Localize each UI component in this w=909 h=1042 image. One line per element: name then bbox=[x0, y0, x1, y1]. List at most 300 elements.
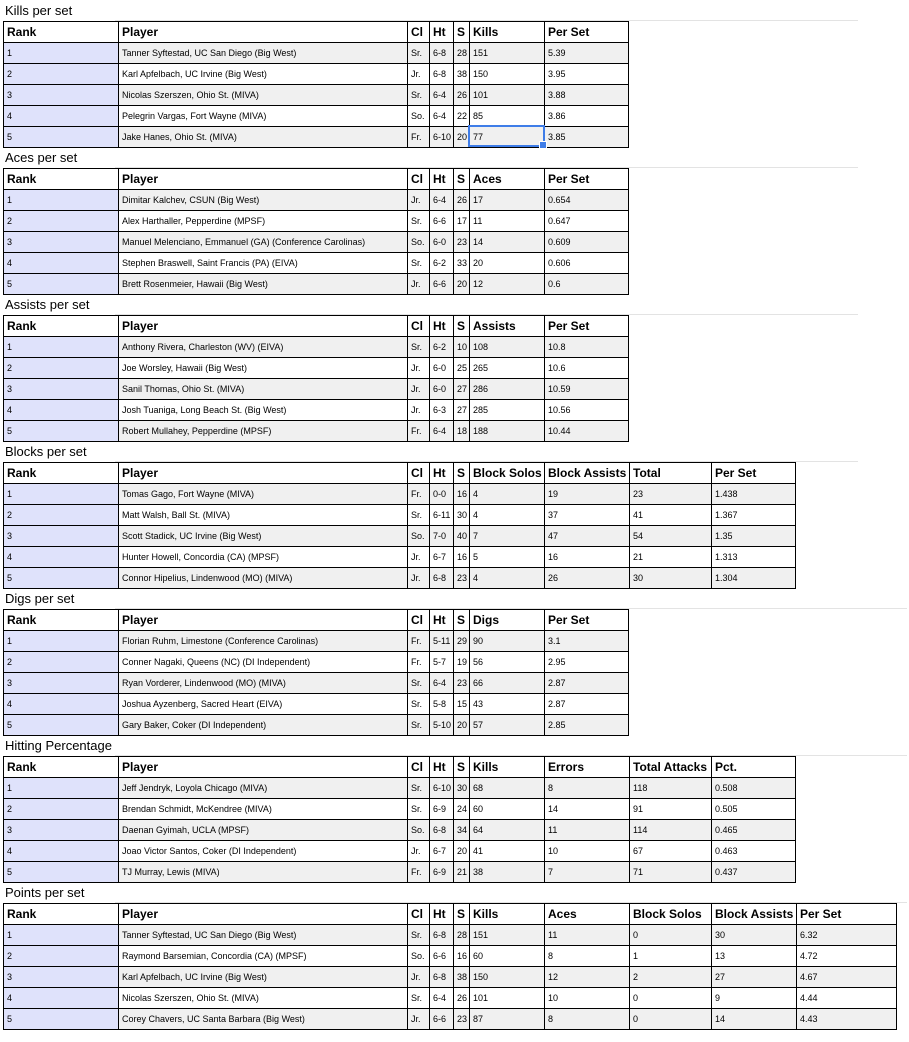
stat-cell[interactable]: 19 bbox=[545, 484, 630, 505]
stat-cell[interactable]: 7-0 bbox=[430, 526, 454, 547]
stat-cell[interactable]: Sr. bbox=[408, 694, 430, 715]
stat-cell[interactable]: 0.463 bbox=[712, 841, 796, 862]
stat-cell[interactable]: 19 bbox=[454, 652, 470, 673]
rank-cell[interactable]: 4 bbox=[4, 253, 119, 274]
stat-cell[interactable]: 2.95 bbox=[545, 652, 629, 673]
player-cell[interactable]: Karl Apfelbach, UC Irvine (Big West) bbox=[119, 64, 408, 85]
rank-cell[interactable]: 4 bbox=[4, 106, 119, 127]
player-cell[interactable]: Sanil Thomas, Ohio St. (MIVA) bbox=[119, 379, 408, 400]
stat-cell[interactable]: 28 bbox=[454, 925, 470, 946]
stat-cell[interactable]: 3.1 bbox=[545, 631, 629, 652]
column-header-block-solos[interactable]: Block Solos bbox=[470, 463, 545, 484]
stat-cell[interactable]: 6-4 bbox=[430, 106, 454, 127]
stat-cell[interactable]: Jr. bbox=[408, 1009, 430, 1030]
rank-cell[interactable]: 2 bbox=[4, 358, 119, 379]
stat-cell[interactable]: 6-4 bbox=[430, 421, 454, 442]
stat-cell[interactable]: Jr. bbox=[408, 841, 430, 862]
column-header-player[interactable]: Player bbox=[119, 22, 408, 43]
stat-cell[interactable]: 3.86 bbox=[545, 106, 629, 127]
stat-cell[interactable]: 5-7 bbox=[430, 652, 454, 673]
player-cell[interactable]: Joao Victor Santos, Coker (DI Independent) bbox=[119, 841, 408, 862]
hitting-percentage-title[interactable]: Hitting Percentage bbox=[5, 738, 112, 753]
stat-cell[interactable]: 3.85 bbox=[545, 127, 629, 148]
player-cell[interactable]: Connor Hipelius, Lindenwood (MO) (MIVA) bbox=[119, 568, 408, 589]
column-header-cl[interactable]: Cl bbox=[408, 610, 430, 631]
stat-cell[interactable]: 16 bbox=[545, 547, 630, 568]
stat-cell[interactable]: 9 bbox=[712, 988, 797, 1009]
stat-cell[interactable]: 6-6 bbox=[430, 274, 454, 295]
stat-cell[interactable]: 1.367 bbox=[712, 505, 796, 526]
player-cell[interactable]: Dimitar Kalchev, CSUN (Big West) bbox=[119, 190, 408, 211]
stat-cell[interactable]: 7 bbox=[545, 862, 630, 883]
column-header-s[interactable]: S bbox=[454, 169, 470, 190]
stat-cell[interactable]: Fr. bbox=[408, 652, 430, 673]
stat-cell[interactable]: 22 bbox=[454, 106, 470, 127]
stat-cell[interactable]: Jr. bbox=[408, 967, 430, 988]
stat-cell[interactable]: 2.87 bbox=[545, 694, 629, 715]
player-cell[interactable]: Nicolas Szerszen, Ohio St. (MIVA) bbox=[119, 85, 408, 106]
stat-cell[interactable]: 8 bbox=[545, 946, 630, 967]
stat-cell[interactable]: 40 bbox=[454, 526, 470, 547]
stat-cell[interactable]: 21 bbox=[630, 547, 712, 568]
player-cell[interactable]: Brendan Schmidt, McKendree (MIVA) bbox=[119, 799, 408, 820]
blocks-per-set-title[interactable]: Blocks per set bbox=[5, 444, 87, 459]
column-header-s[interactable]: S bbox=[454, 757, 470, 778]
stat-cell[interactable]: 5-10 bbox=[430, 715, 454, 736]
column-header-kills[interactable]: Kills bbox=[470, 22, 545, 43]
stat-cell[interactable]: Sr. bbox=[408, 925, 430, 946]
stat-cell[interactable]: 90 bbox=[470, 631, 545, 652]
stat-cell[interactable]: 286 bbox=[470, 379, 545, 400]
stat-cell[interactable]: 10.44 bbox=[545, 421, 629, 442]
column-header-per-set[interactable]: Per Set bbox=[797, 904, 897, 925]
stat-cell[interactable]: 71 bbox=[630, 862, 712, 883]
stat-cell[interactable]: Jr. bbox=[408, 379, 430, 400]
rank-cell[interactable]: 5 bbox=[4, 568, 119, 589]
stat-cell[interactable]: 7 bbox=[470, 526, 545, 547]
stat-cell[interactable]: 26 bbox=[545, 568, 630, 589]
stat-cell[interactable]: 0.609 bbox=[545, 232, 629, 253]
column-header-s[interactable]: S bbox=[454, 610, 470, 631]
rank-cell[interactable]: 3 bbox=[4, 673, 119, 694]
player-cell[interactable]: Scott Stadick, UC Irvine (Big West) bbox=[119, 526, 408, 547]
column-header-total[interactable]: Total bbox=[630, 463, 712, 484]
stat-cell[interactable]: 14 bbox=[545, 799, 630, 820]
stat-cell[interactable]: 54 bbox=[630, 526, 712, 547]
stat-cell[interactable]: 1 bbox=[630, 946, 712, 967]
stat-cell[interactable]: 20 bbox=[454, 841, 470, 862]
player-cell[interactable]: Manuel Melenciano, Emmanuel (GA) (Conference Carolinas) bbox=[119, 232, 408, 253]
stat-cell[interactable]: So. bbox=[408, 820, 430, 841]
column-header-player[interactable]: Player bbox=[119, 610, 408, 631]
player-cell[interactable]: Jake Hanes, Ohio St. (MIVA) bbox=[119, 127, 408, 148]
stat-cell[interactable]: 56 bbox=[470, 652, 545, 673]
column-header-ht[interactable]: Ht bbox=[430, 904, 454, 925]
player-cell[interactable]: Matt Walsh, Ball St. (MIVA) bbox=[119, 505, 408, 526]
stat-cell[interactable]: 43 bbox=[470, 694, 545, 715]
stat-cell[interactable]: 6-2 bbox=[430, 337, 454, 358]
stat-cell[interactable]: 30 bbox=[454, 778, 470, 799]
player-cell[interactable]: Tanner Syftestad, UC San Diego (Big West) bbox=[119, 43, 408, 64]
column-header-kills[interactable]: Kills bbox=[470, 904, 545, 925]
stat-cell[interactable]: 6-4 bbox=[430, 85, 454, 106]
stat-cell[interactable]: 12 bbox=[545, 967, 630, 988]
stat-cell[interactable]: 6-9 bbox=[430, 799, 454, 820]
stat-cell[interactable]: 68 bbox=[470, 778, 545, 799]
stat-cell[interactable]: 5-11 bbox=[430, 631, 454, 652]
stat-cell[interactable]: 67 bbox=[630, 841, 712, 862]
stat-cell[interactable]: So. bbox=[408, 232, 430, 253]
column-header-per-set[interactable]: Per Set bbox=[545, 169, 629, 190]
stat-cell[interactable]: 6-8 bbox=[430, 64, 454, 85]
stat-cell[interactable]: 6-11 bbox=[430, 505, 454, 526]
rank-cell[interactable]: 5 bbox=[4, 421, 119, 442]
stat-cell[interactable]: Jr. bbox=[408, 190, 430, 211]
rank-cell[interactable]: 5 bbox=[4, 127, 119, 148]
stat-cell[interactable]: 5-8 bbox=[430, 694, 454, 715]
column-header-ht[interactable]: Ht bbox=[430, 463, 454, 484]
column-header-cl[interactable]: Cl bbox=[408, 169, 430, 190]
stat-cell[interactable]: 41 bbox=[470, 841, 545, 862]
stat-cell[interactable]: 0.505 bbox=[712, 799, 796, 820]
stat-cell[interactable]: Fr. bbox=[408, 127, 430, 148]
points-per-set-title[interactable]: Points per set bbox=[5, 885, 85, 900]
rank-cell[interactable]: 1 bbox=[4, 337, 119, 358]
stat-cell[interactable]: 6-4 bbox=[430, 673, 454, 694]
stat-cell[interactable]: 1.35 bbox=[712, 526, 796, 547]
stat-cell[interactable]: 6-8 bbox=[430, 43, 454, 64]
player-cell[interactable]: Conner Nagaki, Queens (NC) (DI Independent) bbox=[119, 652, 408, 673]
column-header-cl[interactable]: Cl bbox=[408, 904, 430, 925]
rank-cell[interactable]: 4 bbox=[4, 400, 119, 421]
stat-cell[interactable]: 16 bbox=[454, 547, 470, 568]
stat-cell[interactable]: 0 bbox=[630, 988, 712, 1009]
stat-cell[interactable]: 10.56 bbox=[545, 400, 629, 421]
stat-cell[interactable]: 23 bbox=[454, 232, 470, 253]
stat-cell[interactable]: 10 bbox=[545, 988, 630, 1009]
stat-cell[interactable]: 20 bbox=[470, 253, 545, 274]
stat-cell[interactable]: 151 bbox=[470, 925, 545, 946]
stat-cell[interactable]: 29 bbox=[454, 631, 470, 652]
rank-cell[interactable]: 3 bbox=[4, 967, 119, 988]
stat-cell[interactable]: 26 bbox=[454, 988, 470, 1009]
stat-cell[interactable]: 114 bbox=[630, 820, 712, 841]
stat-cell[interactable]: 10.6 bbox=[545, 358, 629, 379]
stat-cell[interactable]: So. bbox=[408, 106, 430, 127]
stat-cell[interactable]: Jr. bbox=[408, 358, 430, 379]
column-header-assists[interactable]: Assists bbox=[470, 316, 545, 337]
stat-cell[interactable]: 20 bbox=[454, 715, 470, 736]
stat-cell[interactable]: So. bbox=[408, 946, 430, 967]
stat-cell[interactable]: 27 bbox=[712, 967, 797, 988]
stat-cell[interactable]: 28 bbox=[454, 43, 470, 64]
rank-cell[interactable]: 1 bbox=[4, 631, 119, 652]
column-header-player[interactable]: Player bbox=[119, 169, 408, 190]
column-header-rank[interactable]: Rank bbox=[4, 610, 119, 631]
stat-cell[interactable]: 27 bbox=[454, 379, 470, 400]
stat-cell[interactable]: 5 bbox=[470, 547, 545, 568]
player-cell[interactable]: Nicolas Szerszen, Ohio St. (MIVA) bbox=[119, 988, 408, 1009]
stat-cell[interactable]: 26 bbox=[454, 190, 470, 211]
column-header-rank[interactable]: Rank bbox=[4, 904, 119, 925]
stat-cell[interactable]: 6-8 bbox=[430, 967, 454, 988]
stat-cell[interactable]: Sr. bbox=[408, 799, 430, 820]
digs-per-set-title[interactable]: Digs per set bbox=[5, 591, 75, 606]
player-cell[interactable]: Tanner Syftestad, UC San Diego (Big West) bbox=[119, 925, 408, 946]
column-header-player[interactable]: Player bbox=[119, 904, 408, 925]
column-header-aces[interactable]: Aces bbox=[545, 904, 630, 925]
stat-cell[interactable]: Sr. bbox=[408, 673, 430, 694]
stat-cell[interactable]: 13 bbox=[712, 946, 797, 967]
column-header-rank[interactable]: Rank bbox=[4, 22, 119, 43]
kills-per-set-title[interactable]: Kills per set bbox=[5, 3, 73, 18]
rank-cell[interactable]: 3 bbox=[4, 379, 119, 400]
column-header-per-set[interactable]: Per Set bbox=[545, 610, 629, 631]
player-cell[interactable]: Robert Mullahey, Pepperdine (MPSF) bbox=[119, 421, 408, 442]
stat-cell[interactable]: 57 bbox=[470, 715, 545, 736]
rank-cell[interactable]: 5 bbox=[4, 274, 119, 295]
stat-cell[interactable]: 0-0 bbox=[430, 484, 454, 505]
stat-cell[interactable]: Jr. bbox=[408, 274, 430, 295]
player-cell[interactable]: Gary Baker, Coker (DI Independent) bbox=[119, 715, 408, 736]
stat-cell[interactable]: 6-7 bbox=[430, 547, 454, 568]
player-cell[interactable]: Raymond Barsemian, Concordia (CA) (MPSF) bbox=[119, 946, 408, 967]
stat-cell[interactable]: 0.6 bbox=[545, 274, 629, 295]
column-header-ht[interactable]: Ht bbox=[430, 316, 454, 337]
player-cell[interactable]: Karl Apfelbach, UC Irvine (Big West) bbox=[119, 967, 408, 988]
column-header-rank[interactable]: Rank bbox=[4, 463, 119, 484]
column-header-aces[interactable]: Aces bbox=[470, 169, 545, 190]
column-header-player[interactable]: Player bbox=[119, 463, 408, 484]
rank-cell[interactable]: 1 bbox=[4, 925, 119, 946]
column-header-rank[interactable]: Rank bbox=[4, 757, 119, 778]
stat-cell[interactable]: 6-0 bbox=[430, 358, 454, 379]
stat-cell[interactable]: 60 bbox=[470, 799, 545, 820]
stat-cell[interactable]: 6-3 bbox=[430, 400, 454, 421]
column-header-cl[interactable]: Cl bbox=[408, 757, 430, 778]
stat-cell[interactable]: Sr. bbox=[408, 715, 430, 736]
player-cell[interactable]: Ryan Vorderer, Lindenwood (MO) (MIVA) bbox=[119, 673, 408, 694]
stat-cell[interactable]: Jr. bbox=[408, 64, 430, 85]
column-header-kills[interactable]: Kills bbox=[470, 757, 545, 778]
stat-cell[interactable]: 11 bbox=[545, 820, 630, 841]
stat-cell[interactable]: 10.8 bbox=[545, 337, 629, 358]
stat-cell[interactable]: 66 bbox=[470, 673, 545, 694]
stat-cell[interactable]: 6-4 bbox=[430, 988, 454, 1009]
stat-cell[interactable]: 16 bbox=[454, 946, 470, 967]
stat-cell[interactable]: 6-6 bbox=[430, 946, 454, 967]
rank-cell[interactable]: 3 bbox=[4, 526, 119, 547]
stat-cell[interactable]: 8 bbox=[545, 1009, 630, 1030]
rank-cell[interactable]: 2 bbox=[4, 946, 119, 967]
stat-cell[interactable]: 85 bbox=[470, 106, 545, 127]
stat-cell[interactable]: 4 bbox=[470, 505, 545, 526]
column-header-rank[interactable]: Rank bbox=[4, 169, 119, 190]
stat-cell[interactable]: 17 bbox=[470, 190, 545, 211]
stat-cell[interactable]: 10 bbox=[454, 337, 470, 358]
column-header-cl[interactable]: Cl bbox=[408, 22, 430, 43]
column-header-per-set[interactable]: Per Set bbox=[712, 463, 796, 484]
stat-cell[interactable]: Fr. bbox=[408, 421, 430, 442]
stat-cell[interactable]: 30 bbox=[630, 568, 712, 589]
stat-cell[interactable]: 38 bbox=[454, 967, 470, 988]
rank-cell[interactable]: 2 bbox=[4, 211, 119, 232]
column-header-ht[interactable]: Ht bbox=[430, 757, 454, 778]
stat-cell[interactable]: 20 bbox=[454, 274, 470, 295]
stat-cell[interactable]: 23 bbox=[454, 568, 470, 589]
player-cell[interactable]: Florian Ruhm, Limestone (Conference Carolinas) bbox=[119, 631, 408, 652]
stat-cell[interactable]: Fr. bbox=[408, 862, 430, 883]
stat-cell[interactable]: Sr. bbox=[408, 778, 430, 799]
stat-cell[interactable]: 30 bbox=[712, 925, 797, 946]
stat-cell[interactable]: 11 bbox=[545, 925, 630, 946]
stat-cell[interactable]: 4.43 bbox=[797, 1009, 897, 1030]
stat-cell[interactable]: 0 bbox=[630, 925, 712, 946]
stat-cell[interactable]: 6-8 bbox=[430, 925, 454, 946]
column-header-ht[interactable]: Ht bbox=[430, 169, 454, 190]
stat-cell[interactable]: 188 bbox=[470, 421, 545, 442]
stat-cell[interactable]: 2 bbox=[630, 967, 712, 988]
column-header-digs[interactable]: Digs bbox=[470, 610, 545, 631]
stat-cell[interactable]: 6-7 bbox=[430, 841, 454, 862]
stat-cell[interactable]: 0.465 bbox=[712, 820, 796, 841]
player-cell[interactable]: Josh Tuaniga, Long Beach St. (Big West) bbox=[119, 400, 408, 421]
column-header-rank[interactable]: Rank bbox=[4, 316, 119, 337]
assists-per-set-title[interactable]: Assists per set bbox=[5, 297, 90, 312]
rank-cell[interactable]: 5 bbox=[4, 1009, 119, 1030]
stat-cell[interactable]: Sr. bbox=[408, 211, 430, 232]
stat-cell[interactable]: 0.606 bbox=[545, 253, 629, 274]
player-cell[interactable]: Alex Harthaller, Pepperdine (MPSF) bbox=[119, 211, 408, 232]
rank-cell[interactable]: 5 bbox=[4, 862, 119, 883]
rank-cell[interactable]: 2 bbox=[4, 799, 119, 820]
stat-cell[interactable]: 101 bbox=[470, 988, 545, 1009]
stat-cell[interactable]: 0.508 bbox=[712, 778, 796, 799]
stat-cell[interactable]: 285 bbox=[470, 400, 545, 421]
player-cell[interactable]: Brett Rosenmeier, Hawaii (Big West) bbox=[119, 274, 408, 295]
rank-cell[interactable]: 3 bbox=[4, 232, 119, 253]
stat-cell[interactable]: 91 bbox=[630, 799, 712, 820]
stat-cell[interactable]: 4 bbox=[470, 568, 545, 589]
rank-cell[interactable]: 2 bbox=[4, 505, 119, 526]
stat-cell[interactable]: 64 bbox=[470, 820, 545, 841]
stat-cell[interactable]: 41 bbox=[630, 505, 712, 526]
column-header-s[interactable]: S bbox=[454, 22, 470, 43]
stat-cell[interactable]: 11 bbox=[470, 211, 545, 232]
stat-cell[interactable]: 6-6 bbox=[430, 211, 454, 232]
column-header-total-attacks[interactable]: Total Attacks bbox=[630, 757, 712, 778]
column-header-block-solos[interactable]: Block Solos bbox=[630, 904, 712, 925]
rank-cell[interactable]: 1 bbox=[4, 484, 119, 505]
player-cell[interactable]: Stephen Braswell, Saint Francis (PA) (EIVA) bbox=[119, 253, 408, 274]
stat-cell[interactable]: Sr. bbox=[408, 43, 430, 64]
stat-cell[interactable]: 5.39 bbox=[545, 43, 629, 64]
stat-cell[interactable]: Jr. bbox=[408, 547, 430, 568]
stat-cell[interactable]: 26 bbox=[454, 85, 470, 106]
stat-cell[interactable]: 6-6 bbox=[430, 1009, 454, 1030]
stat-cell[interactable]: 101 bbox=[470, 85, 545, 106]
stat-cell[interactable]: 6-9 bbox=[430, 862, 454, 883]
player-cell[interactable]: TJ Murray, Lewis (MIVA) bbox=[119, 862, 408, 883]
stat-cell[interactable]: 1.438 bbox=[712, 484, 796, 505]
stat-cell[interactable]: 6-4 bbox=[430, 190, 454, 211]
stat-cell[interactable]: 8 bbox=[545, 778, 630, 799]
stat-cell[interactable]: 77 bbox=[470, 127, 545, 148]
stat-cell[interactable]: 17 bbox=[454, 211, 470, 232]
stat-cell[interactable]: 108 bbox=[470, 337, 545, 358]
stat-cell[interactable]: 23 bbox=[630, 484, 712, 505]
stat-cell[interactable]: Sr. bbox=[408, 505, 430, 526]
stat-cell[interactable]: Fr. bbox=[408, 484, 430, 505]
rank-cell[interactable]: 4 bbox=[4, 547, 119, 568]
stat-cell[interactable]: Jr. bbox=[408, 568, 430, 589]
stat-cell[interactable]: 27 bbox=[454, 400, 470, 421]
stat-cell[interactable]: 0.654 bbox=[545, 190, 629, 211]
stat-cell[interactable]: 6-0 bbox=[430, 232, 454, 253]
player-cell[interactable]: Joshua Ayzenberg, Sacred Heart (EIVA) bbox=[119, 694, 408, 715]
stat-cell[interactable]: So. bbox=[408, 526, 430, 547]
rank-cell[interactable]: 2 bbox=[4, 652, 119, 673]
stat-cell[interactable]: 118 bbox=[630, 778, 712, 799]
stat-cell[interactable]: 4 bbox=[470, 484, 545, 505]
stat-cell[interactable]: 6-10 bbox=[430, 127, 454, 148]
stat-cell[interactable]: 25 bbox=[454, 358, 470, 379]
column-header-per-set[interactable]: Per Set bbox=[545, 316, 629, 337]
stat-cell[interactable]: 14 bbox=[470, 232, 545, 253]
stat-cell[interactable]: 1.313 bbox=[712, 547, 796, 568]
stat-cell[interactable]: 4.44 bbox=[797, 988, 897, 1009]
stat-cell[interactable]: 4.67 bbox=[797, 967, 897, 988]
stat-cell[interactable]: 14 bbox=[712, 1009, 797, 1030]
stat-cell[interactable]: 33 bbox=[454, 253, 470, 274]
stat-cell[interactable]: Sr. bbox=[408, 337, 430, 358]
player-cell[interactable]: Hunter Howell, Concordia (CA) (MPSF) bbox=[119, 547, 408, 568]
stat-cell[interactable]: 6-8 bbox=[430, 820, 454, 841]
rank-cell[interactable]: 2 bbox=[4, 64, 119, 85]
column-header-cl[interactable]: Cl bbox=[408, 463, 430, 484]
stat-cell[interactable]: Sr. bbox=[408, 253, 430, 274]
stat-cell[interactable]: 24 bbox=[454, 799, 470, 820]
column-header-cl[interactable]: Cl bbox=[408, 316, 430, 337]
player-cell[interactable]: Corey Chavers, UC Santa Barbara (Big West) bbox=[119, 1009, 408, 1030]
player-cell[interactable]: Daenan Gyimah, UCLA (MPSF) bbox=[119, 820, 408, 841]
stat-cell[interactable]: 6-8 bbox=[430, 568, 454, 589]
stat-cell[interactable]: 1.304 bbox=[712, 568, 796, 589]
player-cell[interactable]: Anthony Rivera, Charleston (WV) (EIVA) bbox=[119, 337, 408, 358]
stat-cell[interactable]: 3.95 bbox=[545, 64, 629, 85]
stat-cell[interactable]: 23 bbox=[454, 1009, 470, 1030]
rank-cell[interactable]: 5 bbox=[4, 715, 119, 736]
stat-cell[interactable]: 6-2 bbox=[430, 253, 454, 274]
stat-cell[interactable]: 2.85 bbox=[545, 715, 629, 736]
column-header-s[interactable]: S bbox=[454, 904, 470, 925]
rank-cell[interactable]: 1 bbox=[4, 778, 119, 799]
stat-cell[interactable]: 0.647 bbox=[545, 211, 629, 232]
stat-cell[interactable]: 38 bbox=[470, 862, 545, 883]
rank-cell[interactable]: 4 bbox=[4, 694, 119, 715]
column-header-block-assists[interactable]: Block Assists bbox=[545, 463, 630, 484]
stat-cell[interactable]: 38 bbox=[454, 64, 470, 85]
stat-cell[interactable]: Sr. bbox=[408, 85, 430, 106]
stat-cell[interactable]: 87 bbox=[470, 1009, 545, 1030]
stat-cell[interactable]: Jr. bbox=[408, 400, 430, 421]
player-cell[interactable]: Pelegrin Vargas, Fort Wayne (MIVA) bbox=[119, 106, 408, 127]
stat-cell[interactable]: 6-0 bbox=[430, 379, 454, 400]
stat-cell[interactable]: 15 bbox=[454, 694, 470, 715]
stat-cell[interactable]: 30 bbox=[454, 505, 470, 526]
rank-cell[interactable]: 4 bbox=[4, 841, 119, 862]
column-header-block-assists[interactable]: Block Assists bbox=[712, 904, 797, 925]
